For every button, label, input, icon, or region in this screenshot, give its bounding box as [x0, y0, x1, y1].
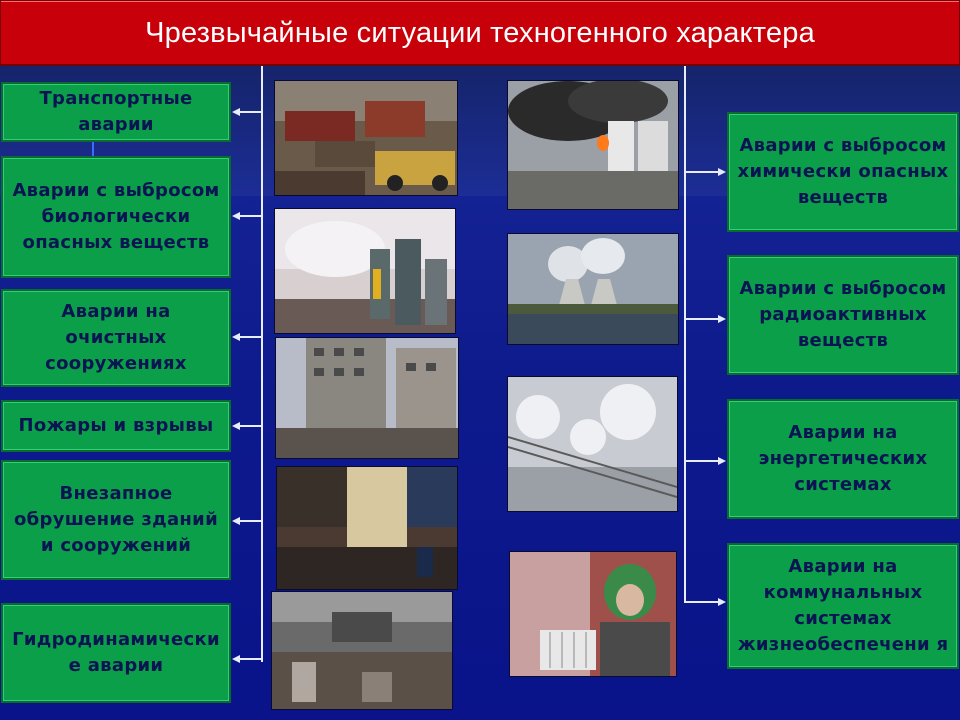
arrow-icon [232, 108, 240, 116]
arrow-icon [718, 457, 726, 465]
connector [684, 460, 718, 462]
right-box-chemical: Аварии с выбросом химически опасных веществ [727, 112, 959, 232]
photo-car-wreckage [274, 80, 458, 196]
photo-nuclear-plant [507, 233, 679, 345]
right-trunk-line [684, 66, 686, 602]
connector [240, 215, 262, 217]
page-title: Чрезвычайные ситуации техногенного характера [0, 0, 960, 66]
photo-iced-power-lines [507, 376, 678, 512]
connector [240, 336, 262, 338]
connector [240, 520, 262, 522]
photo-building-ruins [276, 466, 458, 590]
left-box-transport: Транспортные аварии [1, 82, 231, 142]
right-box-energy: Аварии на энергетических системах [727, 399, 959, 519]
photo-hydro-station [271, 591, 453, 710]
connector [684, 171, 718, 173]
arrow-icon [718, 315, 726, 323]
connector [684, 601, 718, 603]
photo-woman-heater [509, 551, 677, 677]
arrow-icon [232, 517, 240, 525]
photo-collapsed-building [275, 337, 459, 459]
left-box-collapse: Внезапное обрушение зданий и сооружений [1, 460, 231, 580]
arrow-icon [718, 168, 726, 176]
arrow-icon [232, 422, 240, 430]
arrow-icon [718, 598, 726, 606]
connector [240, 111, 262, 113]
arrow-icon [232, 333, 240, 341]
left-box-treatment: Аварии на очистных сооружениях [1, 289, 231, 387]
left-trunk-line [261, 66, 263, 662]
divider-tick [92, 142, 94, 156]
right-box-utility: Аварии на коммунальных системах жизнеобеспечени я [727, 543, 959, 669]
left-box-fires: Пожары и взрывы [1, 400, 231, 452]
connector [240, 425, 262, 427]
connector [240, 658, 262, 660]
connector [684, 318, 718, 320]
arrow-icon [232, 212, 240, 220]
photo-firefighters [274, 208, 456, 334]
right-box-radioactive: Аварии с выбросом радиоактивных веществ [727, 255, 959, 375]
arrow-icon [232, 655, 240, 663]
photo-oil-tank-fire [507, 80, 679, 210]
left-box-bio: Аварии с выбросом биологически опасных веществ [1, 156, 231, 278]
left-box-hydro: Гидродинамически е аварии [1, 603, 231, 703]
